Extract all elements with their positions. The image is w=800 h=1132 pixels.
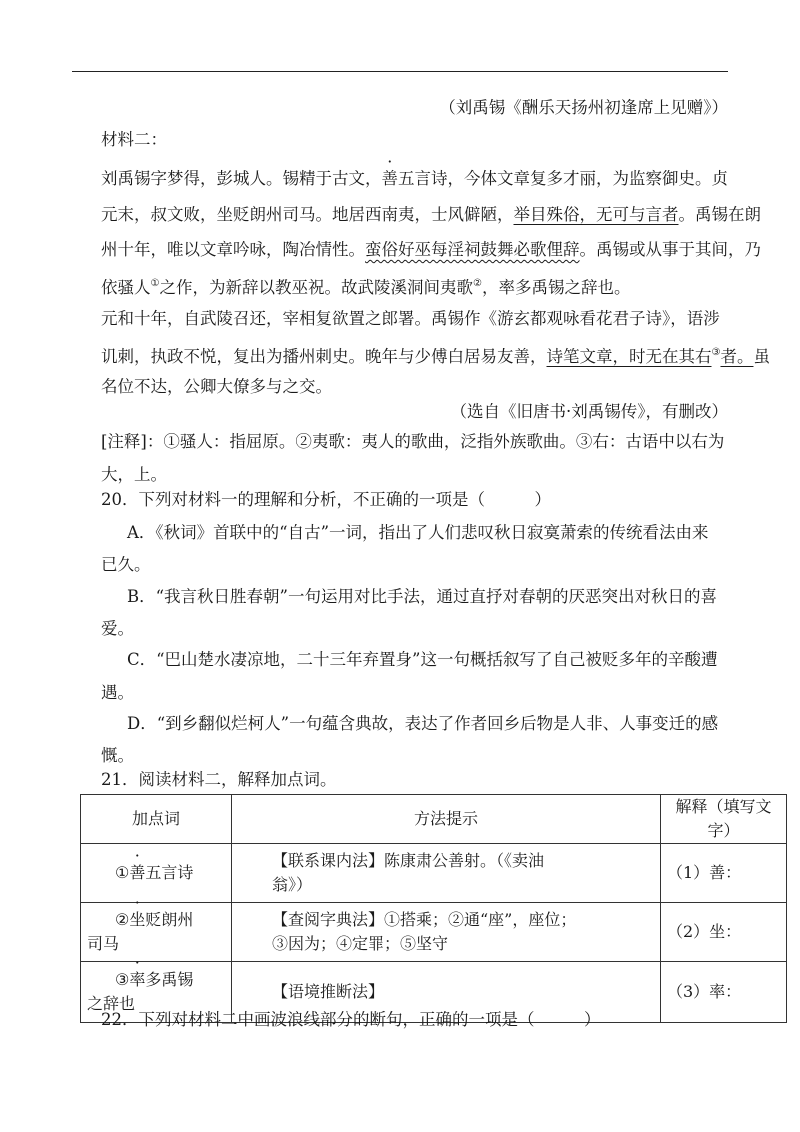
material2-line: 名位不达，公卿大僚多与之交。 [101, 377, 332, 396]
option-a: 已久。 [101, 555, 151, 574]
footnote-marker: ① [150, 278, 160, 289]
question-22-stem: 22．下列对材料二中画波浪线部分的断句，正确的一项是（ ） [101, 1010, 601, 1029]
emphasis-dot-shan: 善 [381, 169, 398, 188]
option-d: D．“到乡翻似烂柯人”一句蕴含典故，表达了作者回乡后物是人非、人事变迁的感 [127, 714, 719, 733]
material2-line: 讥刺，执政不悦，复出为播州刺史。晚年与少傅白居易友善，诗笔文章，时无在其右③者。虽 [101, 347, 770, 366]
material2-heading: 材料二： [101, 130, 167, 149]
option-c: 遇。 [101, 683, 134, 702]
word-cell: ③率多禹锡 之辞也 [81, 962, 232, 1023]
table-header-row [81, 795, 787, 844]
question-21-table [80, 794, 787, 1023]
material2-line: 依骚人①之作，为新辞以教巫祝。故武陵溪洞间夷歌②，率多禹锡之辞也。 [101, 278, 631, 297]
header-word: 加点词 [81, 795, 232, 844]
underlined-phrase: 举目殊俗，无可与言者 [513, 205, 679, 224]
material2-line: 元和十年，自武陵召还，宰相复欲置之郎署。禹锡作《游玄都观咏看花君子诗》，语涉 [101, 309, 720, 328]
answer-cell[interactable]: （1）善： [661, 844, 787, 903]
method-cell: 【语境推断法】 [232, 962, 661, 1023]
option-a: A．《秋词》首联中的“自古”一词，指出了人们悲叹秋日寂寞萧索的传统看法由来 [127, 523, 709, 542]
annotation: 大，上。 [101, 465, 167, 484]
emphasis-dot: 坐 [129, 910, 146, 929]
footnote-marker: ③ [711, 347, 721, 358]
option-b: B．“我言秋日胜春朝”一句运用对比手法，通过直抒对春朝的厌恶突出对秋日的喜 [127, 587, 717, 606]
option-c: C．“巴山楚水凄凉地，二十三年弃置身”这一句概括叙写了自己被贬多年的辛酸遭 [127, 650, 718, 669]
material2-source: （选自《旧唐书·刘禹锡传》，有删改） [450, 402, 728, 421]
question-21-stem: 21．阅读材料二，解释加点词。 [101, 770, 337, 789]
answer-cell[interactable]: （2）坐： [661, 903, 787, 962]
question-20-stem: 20．下列对材料一的理解和分析，不正确的一项是（ ） [101, 490, 551, 509]
option-b: 爱。 [101, 619, 134, 638]
wavy-underlined-phrase: 蛮俗好巫每淫祠鼓舞必歌俚辞 [365, 240, 580, 259]
emphasis-dot: 率 [129, 970, 146, 989]
header-answer: 解释（填写文字） [661, 795, 787, 844]
emphasis-dot: 善 [129, 863, 146, 882]
option-d: 慨。 [101, 746, 134, 765]
top-rule [72, 71, 728, 72]
material2-line: 元末，叔文败，坐贬朗州司马。地居西南夷，士风僻陋，举目殊俗，无可与言者。禹锡在朗 [101, 205, 761, 224]
underlined-phrase: 诗笔文章，时无在其右 [546, 347, 712, 366]
answer-cell[interactable]: （3）率： [661, 962, 787, 1023]
method-cell: 【查阅字典法】①搭乘；②通“座”，座位； ③因为；④定罪；⑤坚守 [232, 903, 661, 962]
underlined-phrase: 者。 [720, 347, 754, 366]
table-row [81, 844, 787, 903]
header-method: 方法提示 [232, 795, 661, 844]
word-cell: ①善五言诗 [81, 844, 232, 903]
table-row [81, 903, 787, 962]
word-cell: ②坐贬朗州 司马 [81, 903, 232, 962]
material2-line: 刘禹锡字梦得，彭城人。锡精于古文，善五言诗，今体文章复多才丽，为监察御史。贞 [101, 167, 728, 191]
method-cell: 【联系课内法】陈康肃公善射。（《卖油 翁》） [232, 844, 661, 903]
footnote-marker: ② [472, 278, 482, 289]
annotation: [注释]：①骚人：指屈原。②夷歌：夷人的歌曲，泛指外族歌曲。③右：古语中以右为 [101, 432, 725, 451]
poem-source: （刘禹锡《酬乐天扬州初逢席上见赠》） [439, 98, 728, 117]
material2-line: 州十年，唯以文章吟咏，陶冶情性。蛮俗好巫每淫祠鼓舞必歌俚辞。禹锡或从事于其间，乃 [101, 240, 761, 259]
